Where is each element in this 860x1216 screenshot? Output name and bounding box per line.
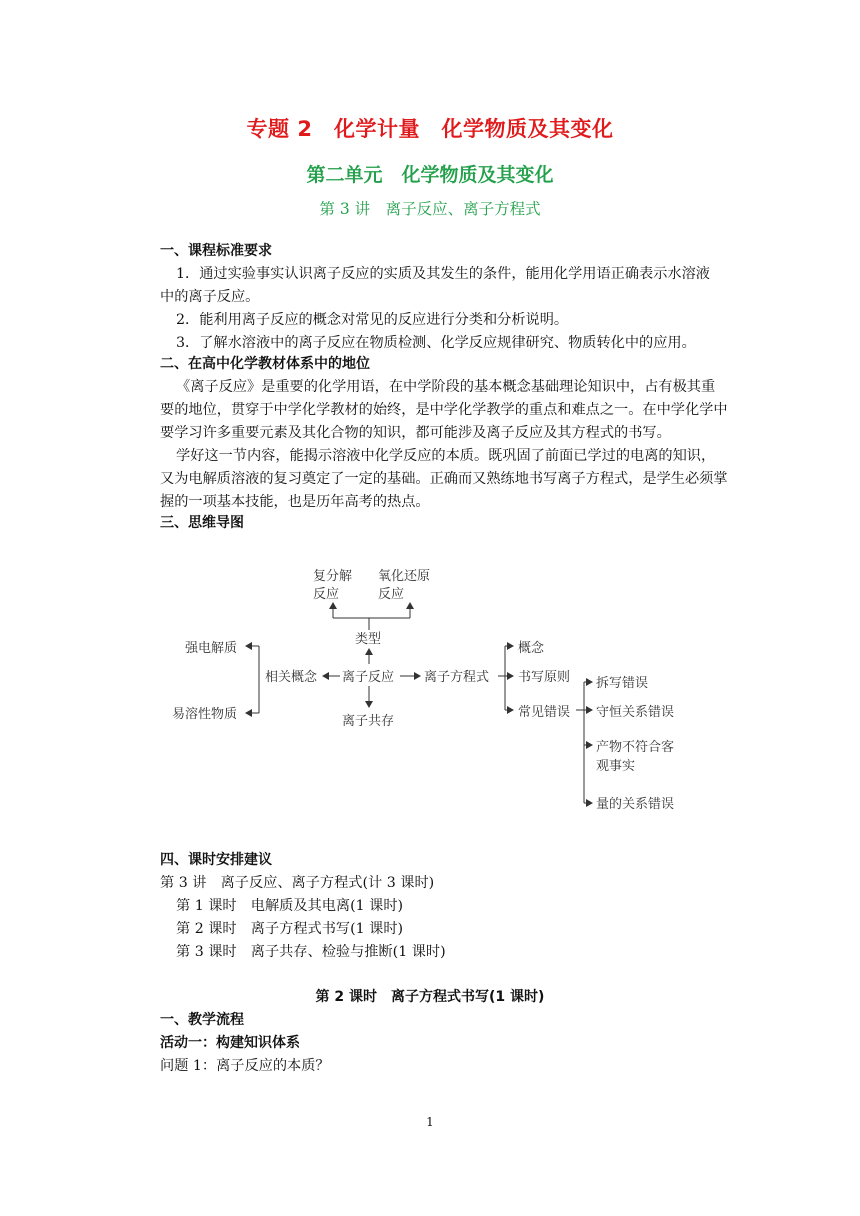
section2-para2-cont1: 又为电解质溶液的复习奠定了一定的基础。正确而又熟练地书写离子方程式，是学生必须掌 <box>160 471 728 487</box>
node-type: 类型 <box>355 632 382 647</box>
node-err4: 量的关系错误 <box>596 797 675 812</box>
question1: 问题 1：离子反应的本质？ <box>160 1058 330 1074</box>
node-err1: 拆写错误 <box>596 676 649 691</box>
schedule-lesson3: 第 3 课时 离子共存、检验与推断(1 课时) <box>176 944 446 960</box>
node-errors: 常见错误 <box>518 705 571 720</box>
section2-para1-cont1: 要的地位，贯穿于中学化学教材的始终，是中学化学教学的重点和难点之一。在中学化学中 <box>160 402 728 418</box>
section2-para2-cont2: 握的一项基本技能，也是历年高考的热点。 <box>160 494 430 510</box>
schedule-lesson2: 第 2 课时 离子方程式书写(1 课时) <box>176 921 404 937</box>
section1-item2: 2．能利用离子反应的概念对常见的反应进行分类和分析说明。 <box>176 312 569 328</box>
section2-para1: 《离子反应》是重要的化学用语，在中学阶段的基本概念基础理论知识中，占有极其重 <box>176 379 716 395</box>
schedule-lesson1: 第 1 课时 电解质及其电离(1 课时) <box>176 898 404 914</box>
page-number: 1 <box>426 1115 434 1129</box>
section1-item1: 1．通过实验事实认识离子反应的实质及其发生的条件，能用化学用语正确表示水溶液 <box>176 266 710 282</box>
section2-para1-cont2: 要学习许多重要元素及其化合物的知识，都可能涉及离子反应及其方程式的书写。 <box>160 425 671 441</box>
node-redox: 氧化还原 <box>378 569 431 584</box>
node-soluble: 易溶性物质 <box>172 707 238 722</box>
node-coexist: 离子共存 <box>342 714 395 729</box>
section1-item1-cont: 中的离子反应。 <box>160 289 260 305</box>
section3-heading: 三、思维导图 <box>160 515 244 531</box>
node-err3: 产物不符合客 <box>596 740 675 755</box>
activity1-heading: 活动一：构建知识体系 <box>160 1035 300 1051</box>
node-err3-2: 观事实 <box>596 759 636 774</box>
node-principle: 书写原则 <box>518 670 571 685</box>
flow-heading: 一、教学流程 <box>160 1012 244 1028</box>
lesson2-title: 第 2 课时 离子方程式书写(1 课时) <box>315 989 545 1005</box>
node-related: 相关概念 <box>265 670 318 685</box>
section2-para2: 学好这一节内容，能揭示溶液中化学反应的本质。既巩固了前面已学过的电离的知识， <box>176 448 716 464</box>
section1-item3: 3．了解水溶液中的离子反应在物质检测、化学反应规律研究、物质转化中的应用。 <box>176 335 696 351</box>
node-center: 离子反应 <box>342 670 395 685</box>
schedule-line: 第 3 讲 离子反应、离子方程式(计 3 课时) <box>160 875 435 891</box>
lecture-title: 第 3 讲 离子反应、离子方程式 <box>319 200 541 218</box>
section4-heading: 四、课时安排建议 <box>160 852 272 868</box>
node-err2: 守恒关系错误 <box>596 705 675 720</box>
section2-heading: 二、在高中化学教材体系中的地位 <box>160 356 370 372</box>
section1-heading: 一、课程标准要求 <box>160 243 272 259</box>
node-double-decomp: 复分解 <box>313 569 353 584</box>
node-strong-electrolyte: 强电解质 <box>185 641 238 656</box>
node-concept: 概念 <box>518 641 545 656</box>
unit-title: 第二单元 化学物质及其变化 <box>306 164 554 186</box>
node-equation: 离子方程式 <box>424 670 490 685</box>
document-title: 专题 2 化学计量 化学物质及其变化 <box>246 117 614 141</box>
node-redox-2: 反应 <box>378 587 405 602</box>
node-double-decomp-2: 反应 <box>313 587 340 602</box>
